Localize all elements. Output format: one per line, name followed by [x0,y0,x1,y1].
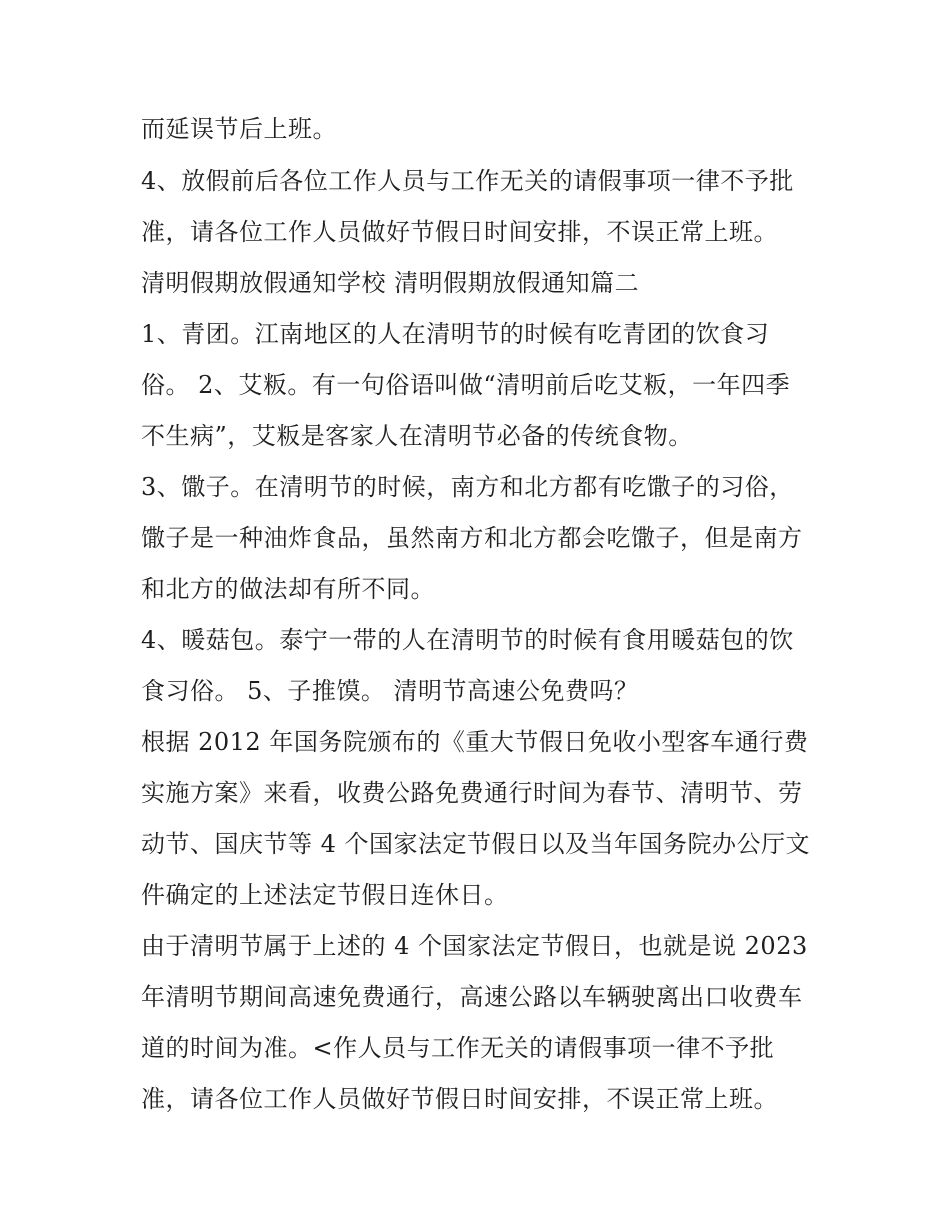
text-line: 4、暖菇包。泰宁一带的人在清明节的时候有食用暖菇包的饮 [141,626,794,654]
text-line: 件确定的上述法定节假日连休日。 [141,881,509,909]
text-line: 而延误节后上班。 [141,115,337,143]
text-line: 馓子是一种油炸食品，虽然南方和北方都会吃馓子，但是南方 [141,524,803,552]
text-line: 准，请各位工作人员做好节假日时间安排，不误正常上班。 [141,1085,778,1113]
text-line: 清明假期放假通知学校 清明假期放假通知篇二 [141,269,640,297]
text-line: 食习俗。 5、子推馍。 清明节高速公免费吗？ [141,677,639,705]
text-line: 根据 2012 年国务院颁布的《重大节假日免收小型客车通行费 [141,728,809,756]
text-line: 道的时间为准。<作人员与工作无关的请假事项一律不予批 [141,1034,775,1062]
text-line: 和北方的做法却有所不同。 [141,575,435,603]
text-line: 不生病”，艾粄是客家人在清明节必备的传统食物。 [141,422,693,450]
text-line: 年清明节期间高速免费通行，高速公路以车辆驶离出口收费车 [141,983,803,1011]
text-line: 俗。 2、艾粄。有一句俗语叫做“清明前后吃艾粄，一年四季 [141,371,791,399]
text-line: 由于清明节属于上述的 4 个国家法定节假日，也就是说 2023 [141,932,808,960]
text-line: 动节、国庆节等 4 个国家法定节假日以及当年国务院办公厅文 [141,830,811,858]
text-line: 准，请各位工作人员做好节假日时间安排，不误正常上班。 [141,218,778,246]
text-line: 实施方案》来看，收费公路免费通行时间为春节、清明节、劳 [141,779,803,807]
text-line: 1、青团。江南地区的人在清明节的时候有吃青团的饮食习 [141,320,770,348]
text-line: 3、馓子。在清明节的时候，南方和北方都有吃馓子的习俗， [141,473,794,501]
text-line: 4、放假前后各位工作人员与工作无关的请假事项一律不予批 [141,167,794,195]
